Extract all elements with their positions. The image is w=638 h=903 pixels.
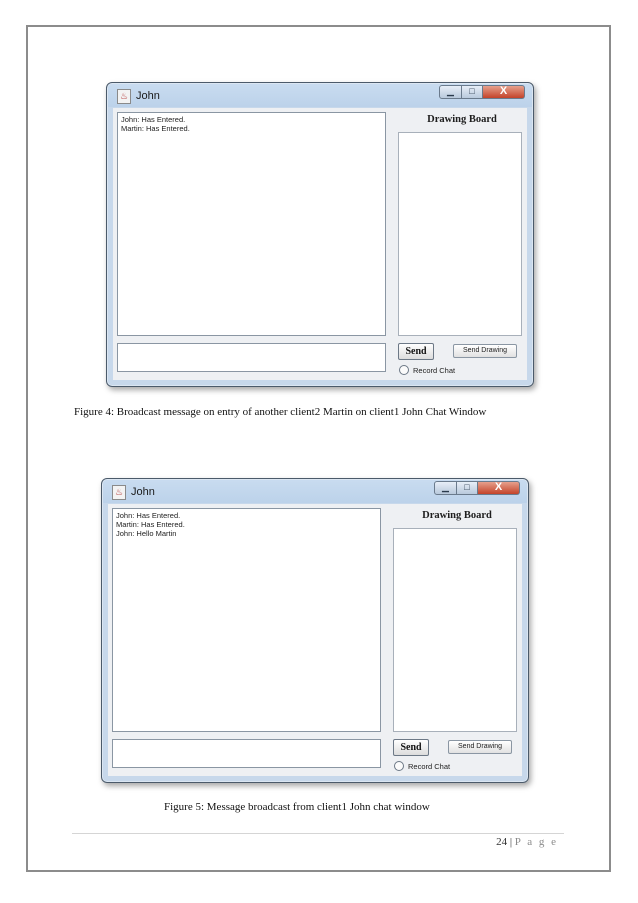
footer-divider xyxy=(72,833,564,834)
window-client-area xyxy=(108,504,522,776)
drawing-board-canvas[interactable] xyxy=(398,132,522,336)
chat-message: Martin: Has Entered. xyxy=(116,520,185,529)
figure-4-caption: Figure 4: Broadcast message on entry of another client2 Martin on client1 John Chat Window xyxy=(74,406,487,418)
drawing-board-canvas[interactable] xyxy=(393,528,517,732)
window-title: John xyxy=(136,90,160,102)
java-app-icon: ♨ xyxy=(112,485,126,500)
drawing-board-title: Drawing Board xyxy=(422,510,492,521)
chat-log[interactable] xyxy=(112,508,381,732)
window-title-bar xyxy=(117,88,160,104)
minimize-button[interactable]: ▁ xyxy=(434,481,457,495)
close-button[interactable]: X xyxy=(478,481,520,495)
page-number: 24 xyxy=(496,836,508,848)
maximize-button[interactable]: □ xyxy=(462,85,483,99)
page-footer xyxy=(496,836,558,848)
chat-window-2 xyxy=(101,478,529,783)
message-input[interactable] xyxy=(112,739,381,768)
footer-separator: | xyxy=(509,836,513,848)
close-button[interactable]: X xyxy=(483,85,525,99)
window-client-area xyxy=(113,108,527,380)
record-chat-radio[interactable] xyxy=(394,761,404,771)
window-title-bar xyxy=(112,484,155,500)
minimize-button[interactable]: ▁ xyxy=(439,85,462,99)
page-word: P a g e xyxy=(514,836,558,848)
chat-message: John: Has Entered. xyxy=(116,511,181,520)
java-app-icon: ♨ xyxy=(117,89,131,104)
window-controls xyxy=(434,481,520,495)
record-chat-option[interactable] xyxy=(399,365,455,375)
chat-window-1 xyxy=(106,82,534,387)
send-button[interactable]: Send xyxy=(393,739,429,756)
record-chat-label: Record Chat xyxy=(413,365,456,375)
chat-message: John: Hello Martin xyxy=(116,529,177,538)
send-drawing-button[interactable]: Send Drawing xyxy=(453,344,517,358)
record-chat-option[interactable] xyxy=(394,761,450,771)
figure-5-caption: Figure 5: Message broadcast from client1 John chat window xyxy=(164,801,430,813)
window-title: John xyxy=(131,486,155,498)
drawing-board-title: Drawing Board xyxy=(427,114,497,125)
send-button[interactable]: Send xyxy=(398,343,434,360)
message-input[interactable] xyxy=(117,343,386,372)
chat-message: Martin: Has Entered. xyxy=(121,124,190,133)
maximize-button[interactable]: □ xyxy=(457,481,478,495)
record-chat-radio[interactable] xyxy=(399,365,409,375)
chat-log[interactable] xyxy=(117,112,386,336)
send-drawing-button[interactable]: Send Drawing xyxy=(448,740,512,754)
record-chat-label: Record Chat xyxy=(408,761,451,771)
chat-message: John: Has Entered. xyxy=(121,115,186,124)
window-controls xyxy=(439,85,525,99)
